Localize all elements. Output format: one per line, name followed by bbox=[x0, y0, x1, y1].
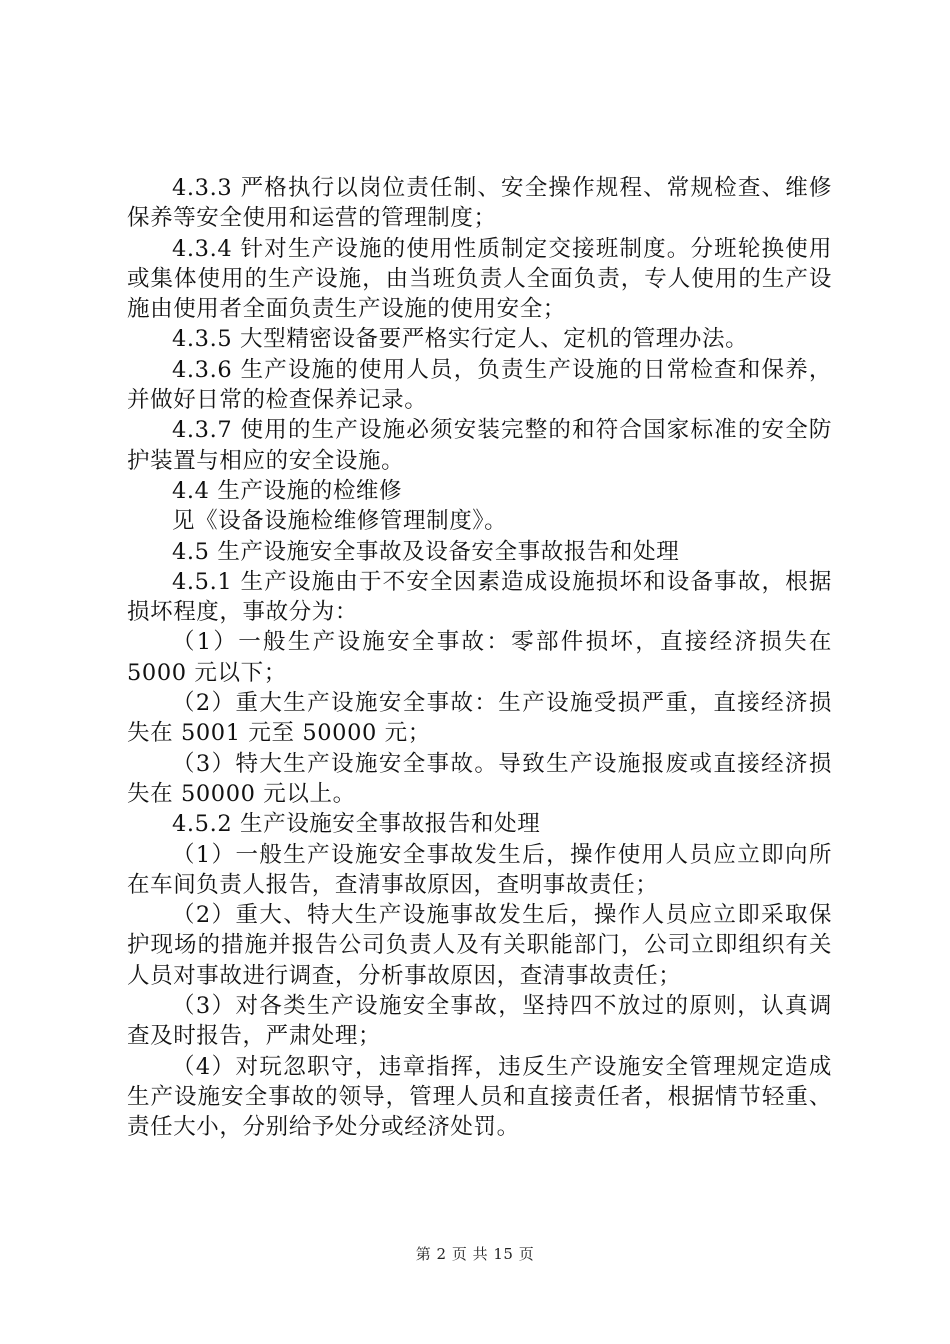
list-item-severe-accident: （3）特大生产设施安全事故。导致生产设施报废或直接经济损失在 50000 元以上。 bbox=[127, 750, 832, 807]
section-heading-4-5: 4.5 生产设施安全事故及设备安全事故报告和处理 bbox=[172, 538, 680, 565]
paragraph-4-3-6: 4.3.6 生产设施的使用人员，负责生产设施的日常检查和保养，并做好日常的检查保养记录。 bbox=[127, 356, 832, 414]
paragraph-4-3-7: 4.3.7 使用的生产设施必须安装完整的和符合国家标准的安全防护装置与相应的安全设施。 bbox=[127, 417, 832, 474]
paragraph-4-3-5: 4.3.5 大型精密设备要严格实行定人、定机的管理办法。 bbox=[172, 326, 749, 353]
section-heading-4-5-2: 4.5.2 生产设施安全事故报告和处理 bbox=[172, 811, 541, 838]
list-item-four-principles: （3）对各类生产设施安全事故，坚持四不放过的原则，认真调查及时报告，严肃处理； bbox=[127, 993, 832, 1050]
document-body bbox=[127, 173, 832, 1143]
list-item-report-general: （1）一般生产设施安全事故发生后，操作使用人员应立即向所在车间负责人报告，查清事故原因，查明事故责任； bbox=[127, 841, 832, 898]
list-item-general-accident: （1）一般生产设施安全事故：零部件损坏，直接经济损失在 5000 元以下； bbox=[127, 629, 832, 686]
list-item-penalties: （4）对玩忽职守，违章指挥，违反生产设施安全管理规定造成生产设施安全事故的领导，管理人员和直接责任者，根据情节轻重、责任大小，分别给予处分或经济处罚。 bbox=[127, 1053, 832, 1141]
paragraph-4-3-3: 4.3.3 严格执行以岗位责任制、安全操作规程、常规检查、维修保养等安全使用和运营的管理制度； bbox=[127, 175, 832, 232]
list-item-major-accident: （2）重大生产设施安全事故：生产设施受损严重，直接经济损失在 5001 元至 50000 元； bbox=[127, 690, 832, 747]
paragraph-4-5-1: 4.5.1 生产设施由于不安全因素造成设施损坏和设备事故，根据损坏程度，事故分为： bbox=[127, 568, 832, 626]
paragraph-see-reference: 见《设备设施检维修管理制度》。 bbox=[172, 508, 508, 535]
paragraph-4-3-4: 4.3.4 针对生产设施的使用性质制定交接班制度。分班轮换使用或集体使用的生产设施，由当班负责人全面负责，专人使用的生产设施由使用者全面负责生产设施的使用安全； bbox=[127, 235, 832, 323]
section-heading-4-4: 4.4 生产设施的检维修 bbox=[172, 477, 403, 504]
page-number-footer: 第 2 页 共 15 页 bbox=[415, 1245, 535, 1263]
list-item-report-major: （2）重大、特大生产设施事故发生后，操作人员应立即采取保护现场的措施并报告公司负责人及有关职能部门，公司立即组织有关人员对事故进行调查，分析事故原因，查清事故责任； bbox=[127, 902, 832, 989]
